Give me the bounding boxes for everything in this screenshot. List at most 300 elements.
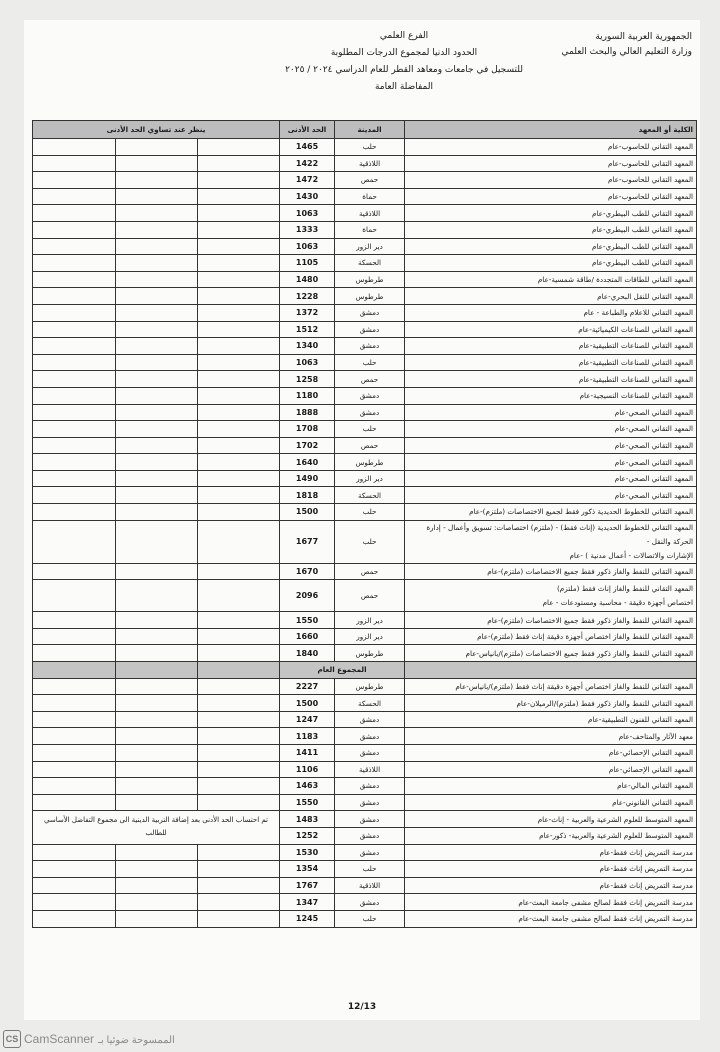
tie-cell — [198, 628, 280, 645]
tie-cell — [33, 255, 116, 272]
institute-cell: المعهد المتوسط للعلوم الشرعية والعربية- ذكور-عام — [405, 827, 697, 844]
tie-cell — [33, 354, 116, 371]
institute-cell: المعهد التقاني للفنون التطبيقية-عام — [405, 711, 697, 728]
table-row — [33, 387, 697, 404]
institute-cell: مدرسة التمريض إناث فقط-عام — [405, 877, 697, 894]
institute-cell: مدرسة التمريض إناث فقط لصالح مشفى جامعة البعث-عام — [405, 894, 697, 911]
min-score-cell: 1708 — [280, 421, 335, 438]
tie-cell — [198, 877, 280, 894]
table-row — [33, 563, 697, 580]
city-cell: دير الزور — [335, 612, 405, 629]
tie-cell — [116, 470, 198, 487]
city-cell: دمشق — [335, 321, 405, 338]
min-score-cell: 1245 — [280, 910, 335, 927]
tie-cell — [33, 844, 116, 861]
document-title: الحدود الدنيا لمجموع الدرجات المطلوبة — [330, 48, 478, 58]
tie-cell — [116, 844, 198, 861]
table-row — [33, 844, 697, 861]
min-score-cell: 1422 — [280, 155, 335, 172]
min-score-cell: 1063 — [280, 205, 335, 222]
table-row — [33, 612, 697, 629]
tie-cell — [116, 910, 198, 927]
institute-cell: المعهد التقاني للنفط والغاز ذكور فقط جميع الاختصاصات (ملتزم)-عام — [405, 612, 697, 629]
min-score-cell: 1258 — [280, 371, 335, 388]
city-cell: دمشق — [335, 387, 405, 404]
tie-cell — [33, 454, 116, 471]
competition-label: المفاضلة العامة — [374, 82, 434, 92]
issuer-block — [562, 30, 692, 60]
tie-cell — [116, 338, 198, 355]
tie-cell — [198, 321, 280, 338]
tie-cell — [198, 612, 280, 629]
ministry-name: وزارة التعليم العالي والبحث العلمي — [561, 47, 692, 57]
min-score-cell: 1677 — [280, 520, 335, 563]
min-score-cell: 1228 — [280, 288, 335, 305]
tie-cell — [33, 563, 116, 580]
institute-cell: المعهد التقاني للحاسوب-عام — [405, 155, 697, 172]
city-cell: دمشق — [335, 778, 405, 795]
religious-education-note: تم احتساب الحد الأدنى بعد إضافة التربية الدينية الى مجموع التفاضل الأساسي للطالب — [33, 811, 280, 844]
scanner-watermark — [0, 1020, 720, 1052]
tie-cell — [33, 421, 116, 438]
table-row — [33, 695, 697, 712]
tie-cell — [116, 304, 198, 321]
tie-cell — [116, 387, 198, 404]
min-score-cell: 1888 — [280, 404, 335, 421]
tie-cell — [116, 255, 198, 272]
table-row — [33, 794, 697, 811]
header-city: المدينة — [335, 121, 405, 139]
min-score-cell: 2227 — [280, 678, 335, 695]
min-score-cell: 1354 — [280, 861, 335, 878]
city-cell: دمشق — [335, 338, 405, 355]
tie-cell — [198, 238, 280, 255]
institute-cell: المعهد التقاني للخطوط الحديدية ذكور فقط لجميع الاختصاصات (ملتزم)-عام — [405, 504, 697, 521]
min-score-cell: 1483 — [280, 811, 335, 828]
tie-cell — [33, 437, 116, 454]
table-row — [33, 172, 697, 189]
city-cell: دمشق — [335, 304, 405, 321]
institute-cell: المعهد التقاني الإحصائي-عام — [405, 761, 697, 778]
min-score-cell: 1550 — [280, 612, 335, 629]
city-cell: حلب — [335, 861, 405, 878]
table-row — [33, 404, 697, 421]
city-cell: دمشق — [335, 728, 405, 745]
table-header-row — [33, 121, 697, 139]
min-score-cell: 2096 — [280, 580, 335, 612]
institute-cell: المعهد التقاني القانوني-عام — [405, 794, 697, 811]
tie-cell — [198, 338, 280, 355]
tie-cell — [198, 695, 280, 712]
tie-cell — [198, 645, 280, 662]
tie-cell — [116, 861, 198, 878]
institute-cell: المعهد التقاني للنفط والغاز اختصاص أجهزة دقيقة إناث فقط (ملتزم)/بانياس-عام — [405, 678, 697, 695]
tie-cell — [116, 354, 198, 371]
table-row — [33, 678, 697, 695]
min-score-cell: 1180 — [280, 387, 335, 404]
tie-cell — [116, 520, 198, 563]
tie-cell — [198, 404, 280, 421]
tie-cell — [198, 711, 280, 728]
tie-cell — [198, 354, 280, 371]
tie-cell — [116, 288, 198, 305]
tie-cell — [33, 172, 116, 189]
institute-cell: المعهد التقاني الصحي-عام — [405, 437, 697, 454]
tie-cell — [116, 238, 198, 255]
table-row — [33, 894, 697, 911]
tie-cell — [198, 662, 280, 679]
table-body-section — [33, 662, 697, 679]
table-row — [33, 188, 697, 205]
tie-cell — [116, 421, 198, 438]
tie-cell — [33, 470, 116, 487]
tie-cell — [33, 861, 116, 878]
min-score-cell: 1340 — [280, 338, 335, 355]
tie-cell — [198, 844, 280, 861]
institute-line-1: المعهد التقاني للخطوط الحديدية (إناث فقط) - (ملتزم) اختصاصات: تسويق وأعمال - إدارة الحركة والنقل - — [426, 522, 694, 546]
institute-cell: المعهد التقاني للطب البيطري-عام — [405, 221, 697, 238]
table-body-rail-girls — [33, 520, 697, 612]
tie-cell — [116, 504, 198, 521]
tie-cell — [198, 470, 280, 487]
institute-cell: المعهد التقاني للصناعات التطبيقية-عام — [405, 338, 697, 355]
tie-cell — [33, 678, 116, 695]
min-score-cell: 1500 — [280, 695, 335, 712]
tie-cell — [116, 404, 198, 421]
city-cell: اللاذقية — [335, 761, 405, 778]
tie-cell — [33, 794, 116, 811]
tie-cell — [33, 139, 116, 156]
tie-cell — [198, 794, 280, 811]
table-row — [33, 139, 697, 156]
tie-cell — [33, 711, 116, 728]
tie-cell — [33, 387, 116, 404]
tie-cell — [33, 520, 116, 563]
header-min: الحد الأدنى — [280, 121, 335, 139]
city-cell: دمشق — [335, 811, 405, 828]
tie-cell — [198, 520, 280, 563]
institute-cell: المعهد التقاني للصناعات الكيميائية-عام — [405, 321, 697, 338]
tie-cell — [198, 172, 280, 189]
tie-cell — [33, 338, 116, 355]
institute-cell: المعهد التقاني الصحي-عام — [405, 454, 697, 471]
city-cell: حمص — [335, 563, 405, 580]
tie-cell — [198, 155, 280, 172]
tie-cell — [198, 371, 280, 388]
tie-cell — [116, 695, 198, 712]
table-row — [33, 487, 697, 504]
min-score-cell: 1550 — [280, 794, 335, 811]
institute-cell: المعهد التقاني للاعلام والطباعة - عام — [405, 304, 697, 321]
tie-cell — [116, 612, 198, 629]
institute-cell: مدرسة التمريض إناث فقط-عام — [405, 844, 697, 861]
document-subtitle: للتسجيل في جامعات ومعاهد القطر للعام الدراسي ٢٠٢٤ / ٢٠٢٥ — [285, 65, 523, 75]
table-row — [33, 761, 697, 778]
tie-cell — [198, 387, 280, 404]
table-row — [33, 811, 697, 828]
institute-cell: معهد الآثار والمتاحف-عام — [405, 728, 697, 745]
tie-cell — [33, 745, 116, 762]
table-row — [33, 421, 697, 438]
institute-cell: المعهد التقاني الصحي-عام — [405, 487, 697, 504]
min-score-cell: 1105 — [280, 255, 335, 272]
institute-cell: المعهد التقاني للصناعات التطبيقية-عام — [405, 371, 697, 388]
tie-cell — [33, 612, 116, 629]
tie-cell — [198, 421, 280, 438]
tie-cell — [198, 454, 280, 471]
camscanner-caption — [24, 1032, 175, 1046]
institute-cell — [405, 580, 697, 612]
table-row — [33, 255, 697, 272]
city-cell: دمشق — [335, 794, 405, 811]
institute-cell: مدرسة التمريض إناث فقط-عام — [405, 861, 697, 878]
tie-cell — [33, 371, 116, 388]
tie-cell — [198, 437, 280, 454]
tie-cell — [198, 288, 280, 305]
min-score-cell: 1465 — [280, 139, 335, 156]
tie-cell — [198, 563, 280, 580]
tie-cell — [33, 487, 116, 504]
tie-cell — [116, 371, 198, 388]
tie-cell — [116, 894, 198, 911]
document-sheet — [24, 20, 700, 1020]
tie-cell — [198, 504, 280, 521]
tie-cell — [33, 645, 116, 662]
tie-cell — [33, 662, 116, 679]
institute-line-2: اختصاص أجهزة دقيقة - محاسبة ومستودعات - عام — [542, 597, 694, 607]
institute-cell: المعهد التقاني للنفط والغاز ذكور فقط (ملتزم)/الرميلان-عام — [405, 695, 697, 712]
institute-cell: المعهد التقاني للطب البيطري-عام — [405, 205, 697, 222]
branch-label: الفرع العلمي — [379, 31, 429, 41]
section-row — [33, 662, 697, 679]
tie-cell — [33, 271, 116, 288]
tie-cell — [116, 778, 198, 795]
tie-cell — [33, 221, 116, 238]
table-body-d — [33, 811, 697, 844]
tie-cell — [198, 139, 280, 156]
min-score-cell: 1411 — [280, 745, 335, 762]
tie-cell — [33, 728, 116, 745]
min-score-cell: 1333 — [280, 221, 335, 238]
city-cell: دير الزور — [335, 470, 405, 487]
min-score-cell: 1472 — [280, 172, 335, 189]
camscanner-logo-icon: CS — [3, 1030, 21, 1048]
tie-cell — [33, 205, 116, 222]
tie-cell — [33, 761, 116, 778]
minimum-scores-table — [32, 120, 697, 928]
min-score-cell: 1106 — [280, 761, 335, 778]
city-cell: طرطوس — [335, 645, 405, 662]
min-score-cell: 1252 — [280, 827, 335, 844]
table-row — [33, 221, 697, 238]
city-cell: طرطوس — [335, 288, 405, 305]
city-cell: حمص — [335, 580, 405, 612]
tie-cell — [198, 580, 280, 612]
tie-cell — [116, 645, 198, 662]
tie-cell — [33, 288, 116, 305]
institute-line-2: الإشارات والاتصالات - أعمال مدنية ) -عام — [569, 550, 694, 560]
table-row — [33, 728, 697, 745]
table-row — [33, 155, 697, 172]
tie-cell — [33, 321, 116, 338]
table-row — [33, 304, 697, 321]
tie-cell — [198, 304, 280, 321]
tie-cell — [198, 221, 280, 238]
tie-cell — [116, 139, 198, 156]
institute-cell: المعهد التقاني للصناعات النسيجية-عام — [405, 387, 697, 404]
table-row — [33, 454, 697, 471]
tie-cell — [116, 454, 198, 471]
section-label: المجموع العام — [280, 662, 405, 679]
min-score-cell: 1500 — [280, 504, 335, 521]
table-row — [33, 628, 697, 645]
table-row — [33, 338, 697, 355]
table-row — [33, 910, 697, 927]
min-score-cell: 1183 — [280, 728, 335, 745]
tie-cell — [116, 794, 198, 811]
table-row — [33, 520, 697, 563]
tie-cell — [33, 910, 116, 927]
table-row — [33, 321, 697, 338]
tie-cell — [198, 861, 280, 878]
tie-cell — [33, 877, 116, 894]
tie-cell — [198, 778, 280, 795]
table-row — [33, 371, 697, 388]
city-cell: طرطوس — [335, 271, 405, 288]
tie-cell — [198, 487, 280, 504]
tie-cell — [33, 628, 116, 645]
institute-cell: المعهد التقاني الإحصائي-عام — [405, 745, 697, 762]
min-score-cell: 1430 — [280, 188, 335, 205]
tie-cell — [198, 745, 280, 762]
table-row — [33, 470, 697, 487]
tie-cell — [198, 271, 280, 288]
min-score-cell: 1767 — [280, 877, 335, 894]
tie-cell — [116, 563, 198, 580]
table-row — [33, 711, 697, 728]
page-number: 12/13 — [347, 1002, 377, 1012]
min-score-cell: 1840 — [280, 645, 335, 662]
min-score-cell: 1063 — [280, 238, 335, 255]
tie-cell — [116, 487, 198, 504]
tie-cell — [116, 321, 198, 338]
min-score-cell: 1490 — [280, 470, 335, 487]
institute-cell: المعهد التقاني للنفط والغاز ذكور فقط جميع الاختصاصات (ملتزم)-عام — [405, 563, 697, 580]
tie-cell — [116, 155, 198, 172]
institute-cell: المعهد التقاني للنفط والغاز ذكور فقط جميع الاختصاصات (ملتزم)/بانياس-عام — [405, 645, 697, 662]
min-score-cell: 1247 — [280, 711, 335, 728]
city-cell: حماة — [335, 221, 405, 238]
city-cell: حمص — [335, 437, 405, 454]
table-row — [33, 645, 697, 662]
institute-cell: المعهد التقاني الصحي-عام — [405, 470, 697, 487]
table-row — [33, 238, 697, 255]
min-score-cell: 1372 — [280, 304, 335, 321]
tie-cell — [116, 711, 198, 728]
institute-cell: المعهد التقاني للحاسوب-عام — [405, 188, 697, 205]
tie-cell — [116, 580, 198, 612]
min-score-cell: 1670 — [280, 563, 335, 580]
institute-cell: المعهد التقاني للصناعات التطبيقية-عام — [405, 354, 697, 371]
tie-cell — [116, 662, 198, 679]
city-cell: دمشق — [335, 894, 405, 911]
min-score-cell: 1640 — [280, 454, 335, 471]
table-row — [33, 437, 697, 454]
tie-cell — [116, 628, 198, 645]
tie-cell — [116, 877, 198, 894]
tie-cell — [116, 437, 198, 454]
table-row — [33, 745, 697, 762]
city-cell: دير الزور — [335, 628, 405, 645]
min-score-cell: 1480 — [280, 271, 335, 288]
city-cell: دمشق — [335, 404, 405, 421]
city-cell: حمص — [335, 371, 405, 388]
city-cell: حلب — [335, 354, 405, 371]
table-body-a — [33, 139, 697, 521]
header-tie-break: ينظر عند تساوي الحد الأدنى — [33, 121, 280, 139]
institute-cell: المعهد المتوسط للعلوم الشرعية والعربية - إناث-عام — [405, 811, 697, 828]
tie-cell — [198, 678, 280, 695]
city-cell: طرطوس — [335, 454, 405, 471]
tie-cell — [116, 188, 198, 205]
min-score-cell: 1660 — [280, 628, 335, 645]
tie-cell — [33, 778, 116, 795]
tie-cell — [198, 894, 280, 911]
min-score-cell: 1530 — [280, 844, 335, 861]
tie-cell — [198, 910, 280, 927]
city-cell: دمشق — [335, 844, 405, 861]
city-cell: حماة — [335, 188, 405, 205]
tie-cell — [33, 894, 116, 911]
city-cell: الحسكة — [335, 255, 405, 272]
institute-cell: المعهد التقاني للطب البيطري-عام — [405, 255, 697, 272]
min-score-cell: 1512 — [280, 321, 335, 338]
institute-cell: المعهد التقاني للطب البيطري-عام — [405, 238, 697, 255]
table-body-e — [33, 844, 697, 927]
min-score-cell: 1063 — [280, 354, 335, 371]
table-row — [33, 504, 697, 521]
tie-cell — [116, 745, 198, 762]
table-row — [33, 778, 697, 795]
table-row — [33, 861, 697, 878]
tie-cell — [198, 761, 280, 778]
table-body-c — [33, 678, 697, 811]
min-score-cell: 1463 — [280, 778, 335, 795]
city-cell: حلب — [335, 139, 405, 156]
tie-cell — [33, 304, 116, 321]
city-cell: حلب — [335, 910, 405, 927]
camscanner-arabic-caption: الممسوحة ضوئيا بـ — [98, 1035, 175, 1046]
document-header — [24, 20, 700, 112]
institute-cell: المعهد التقاني للحاسوب-عام — [405, 172, 697, 189]
table-row — [33, 271, 697, 288]
tie-cell — [33, 238, 116, 255]
institute-cell: المعهد التقاني للنفط والغاز اختصاص أجهزة دقيقة إناث فقط (ملتزم)-عام — [405, 628, 697, 645]
city-cell: حلب — [335, 421, 405, 438]
institute-cell: المعهد التقاني للطاقات المتجددة /طاقة شمسية-عام — [405, 271, 697, 288]
city-cell: الحسكة — [335, 487, 405, 504]
table-row — [33, 580, 697, 612]
city-cell: دمشق — [335, 827, 405, 844]
table-body-b — [33, 612, 697, 662]
tie-cell — [116, 221, 198, 238]
city-cell: دمشق — [335, 745, 405, 762]
table-row — [33, 354, 697, 371]
tie-cell — [116, 205, 198, 222]
institute-cell: المعهد التقاني المالي-عام — [405, 778, 697, 795]
table-row — [33, 288, 697, 305]
city-cell: حمص — [335, 172, 405, 189]
